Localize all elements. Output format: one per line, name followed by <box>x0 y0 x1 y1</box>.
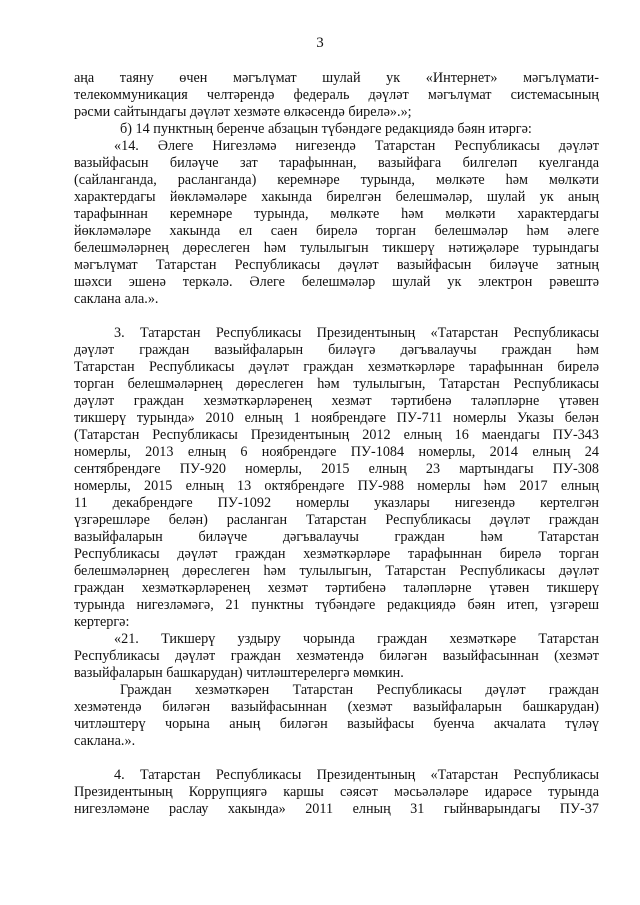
paragraph-item-4 <box>74 767 599 818</box>
text-line: белешмәләрнең дөреслеген һәм тулылыгын тикшерү нәтиҗәләре турындагы <box>74 240 599 256</box>
text-line: Республикасы дәүләт граждан хезмәтендә биләгән вазыйфасыннан (хезмәт <box>74 648 599 664</box>
text-line: дәүләт граждан вазыйфаларын биләүгә дәгъвалаучы граждан һәм <box>74 342 599 358</box>
text-line: 11 декабрендәге ПУ-1092 номерлы указлары нигезендә кертелгән <box>74 495 599 511</box>
paragraph-salary-retained <box>74 682 599 750</box>
paragraph-point-21 <box>74 631 599 682</box>
paragraph-item-b <box>74 121 599 138</box>
text-line: Граждан хезмәткәрен Татарстан Республикасы дәүләт граждан <box>120 682 599 698</box>
text-line: үзгәрешләре белән) расланган Татарстан Республикасы дәүләт граждан <box>74 512 599 528</box>
text-line: тикшерү турында» 2010 елның 1 ноябрендәге ПУ-711 номерлы Указы белән <box>74 410 599 426</box>
text-line: йөкләмәләре хакында ел саен бирелә торган белешмәләр һәм әлеге <box>74 223 599 239</box>
text-line: (сайланганда, расланганда) керемнәре турында, мөлкәте һәм мөлкәти <box>74 172 599 188</box>
document-body <box>74 70 599 818</box>
text-line: торган белешмәләрнең дөреслеген һәм тулылыгын, Татарстан Республикасы <box>74 376 599 392</box>
text-line: вазыйфаларын биләүче дәгъвалаучы граждан һәм Татарстан <box>74 529 599 545</box>
text-line: читләштерү чорына аның биләгән вазыйфасы буенча акчалата түләү <box>74 716 599 732</box>
text-line: белешмәләрнең дөреслеген һәм тулылыгын, Татарстан Республикасы дәүләт <box>74 563 599 579</box>
text-line: номерлы, 2015 елның 13 октябрендәге ПУ-988 номерлы һәм 2017 елның <box>74 478 599 494</box>
text-line: б) 14 пунктның беренче абзацын түбәндәге редакциядә бәян итәргә: <box>120 121 532 137</box>
text-line: мәгълүмат Татарстан Республикасы дәүләт вазыйфасын биләүче затның <box>74 257 599 273</box>
text-line: 3. Татарстан Республикасы Президентының «Татарстан Республикасы <box>114 325 599 341</box>
text-line: «21. Тикшерү уздыру чорында граждан хезмәткәре Татарстан <box>114 631 599 647</box>
text-line: тарафыннан керемнәре турында, мөлкәте һәм мөлкәти характердагы <box>74 206 599 222</box>
text-line: «14. Әлеге Нигезләмә нигезендә Татарстан Республикасы дәүләт <box>114 138 599 154</box>
text-line: граждан хезмәткәрләренең хезмәт тәртибенә таләпләрне үтәвен тикшерү <box>74 580 599 596</box>
paragraph-gap <box>74 750 599 767</box>
text-line: (Татарстан Республикасы Президентының 2012 елның 16 маендагы ПУ-343 <box>74 427 599 443</box>
text-line: саклана.». <box>74 733 136 749</box>
text-line: турында нигезләмәгә, 21 пунктны түбәндәге редакциядә бәян итеп, үзгәреш <box>74 597 599 613</box>
text-line: нигезләмәне раслау хакында» 2011 елның 31 гыйнварындагы ПУ-37 <box>74 801 599 817</box>
text-line: аңа таяну өчен мәгълүмат шулай ук «Интернет» мәгълүмати- <box>74 70 599 86</box>
text-line: сентябрендәге ПУ-920 номерлы, 2015 елның 23 мартындагы ПУ-308 <box>74 461 599 477</box>
text-line: вазыйфаларын башкарудан) читләштерелергә мөмкин. <box>74 665 404 681</box>
text-line: Республикасы дәүләт граждан хезмәткәрләре тарафыннан бирелә торган <box>74 546 599 562</box>
text-line: рәсми сайтындагы дәүләт хезмәте өлкәсендә бирелә».»; <box>74 104 412 120</box>
text-line: шәхси эшенә теркәлә. Әлеге белешмәләр шулай ук электрон рәвештә <box>74 274 599 290</box>
paragraph-gap <box>74 308 599 325</box>
text-line: номерлы, 2013 елның 6 ноябрендәге ПУ-1084 номерлы, 2014 елның 24 <box>74 444 599 460</box>
page-number: 3 <box>316 35 324 51</box>
text-line: вазыйфасын биләүче зат тарафыннан, вазыйфага билгеләп куелганда <box>74 155 599 171</box>
text-line: характердагы йөкләмәләре хакында бирелгән белешмәләр, шулай ук аның <box>74 189 599 205</box>
text-line: саклана ала.». <box>74 291 159 307</box>
paragraph-point-14 <box>74 138 599 308</box>
text-line: кертергә: <box>74 614 130 630</box>
text-line: Президентының Коррупциягә каршы сәясәт мәсьәләләре идарәсе турында <box>74 784 599 800</box>
text-line: хезмәтендә биләгән вазыйфасыннан (хезмәт вазыйфаларын башкарудан) <box>74 699 599 715</box>
text-line: 4. Татарстан Республикасы Президентының «Татарстан Республикасы <box>114 767 599 783</box>
text-line: телекоммуникация челтәрендә федераль дәүләт мәгълүмат системасының <box>74 87 599 103</box>
paragraph-continuation <box>74 70 599 121</box>
text-line: Татарстан Республикасы дәүләт граждан хезмәткәрләре тарафыннан бирелә <box>74 359 599 375</box>
paragraph-item-3 <box>74 325 599 631</box>
text-line: дәүләт граждан хезмәткәрләренең хезмәт тәртибенә таләпләрне үтәвен <box>74 393 599 409</box>
